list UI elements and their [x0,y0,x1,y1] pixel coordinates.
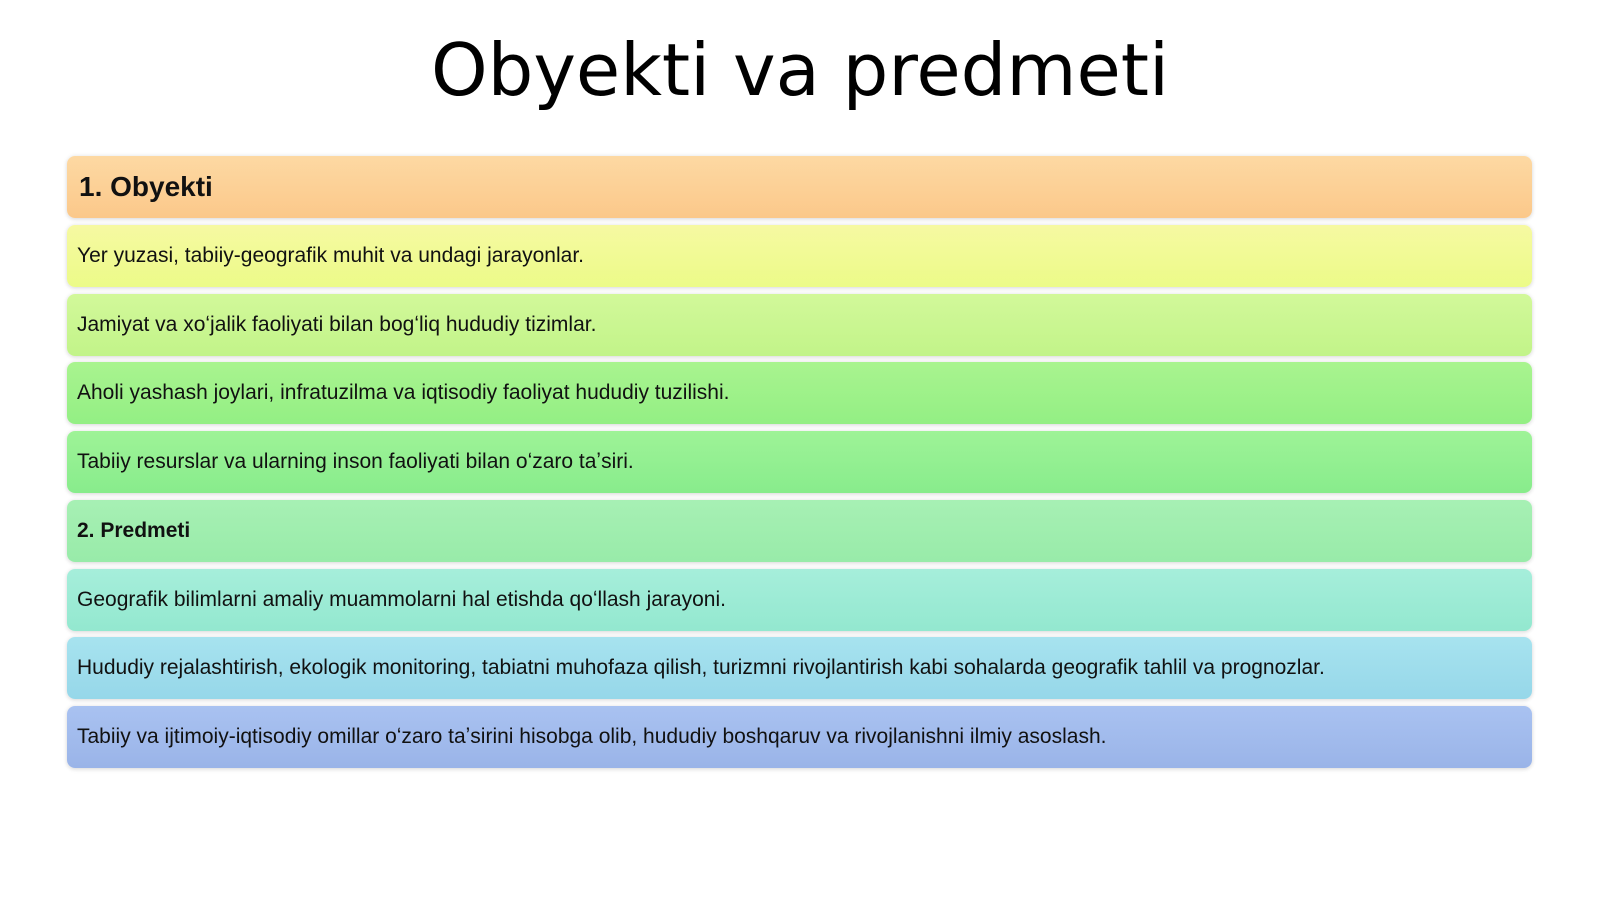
slide-title: Obyekti va predmeti [430,28,1170,112]
list-item: Aholi yashash joylari, infratuzilma va iqtisodiy faoliyat hududiy tuzilishi. [67,362,1532,424]
list-item: Hududiy rejalashtirish, ekologik monitoring, tabiatni muhofaza qilish, turizmni rivojlantirish kabi sohalarda geografik tahlil va prognozlar. [67,637,1532,699]
list-item: Yer yuzasi, tabiiy-geografik muhit va undagi jarayonlar. [67,225,1532,287]
list-item: Tabiiy va ijtimoiy-iqtisodiy omillar oʻzaro taʼsirini hisobga olib, hududiy boshqaruv va rivojlanishni ilmiy asoslash. [67,706,1532,768]
list-item: Jamiyat va xoʻjalik faoliyati bilan bogʻliq hududiy tizimlar. [67,294,1532,356]
list-item: Geografik bilimlarni amaliy muammolarni hal etishda qoʻllash jarayoni. [67,569,1532,631]
list-item: Tabiiy resurslar va ularning inson faoliyati bilan oʻzaro taʼsiri. [67,431,1532,493]
section-header-obyekti: 1. Obyekti [67,156,1532,218]
section-header-predmeti: 2. Predmeti [67,500,1532,562]
